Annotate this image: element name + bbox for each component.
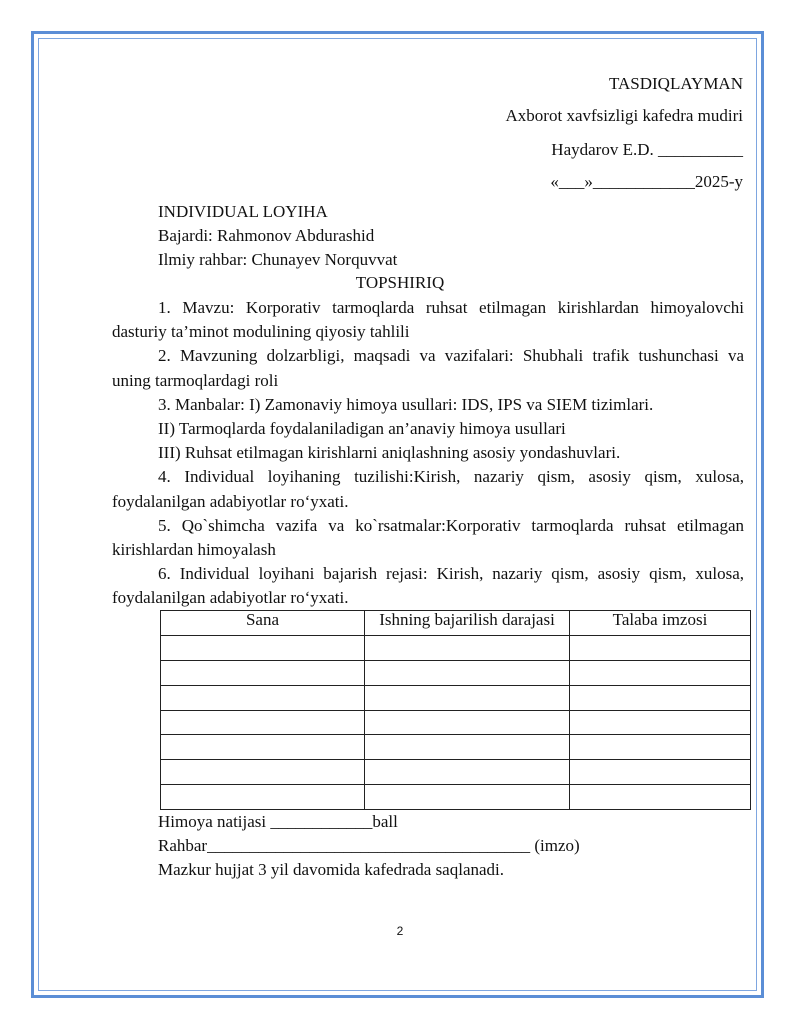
table-cell[interactable] — [570, 636, 751, 661]
task-title: TOPSHIRIQ — [355, 273, 445, 292]
table-cell[interactable] — [161, 636, 365, 661]
table-row — [161, 685, 751, 710]
table-cell[interactable] — [570, 710, 751, 735]
table-row — [161, 660, 751, 685]
item-3-line-2: II) Tarmoqlarda foydalaniladigan an’anaviy himoya usullari — [158, 419, 566, 438]
table-row — [161, 710, 751, 735]
table-cell[interactable] — [365, 660, 570, 685]
defense-result: Himoya natijasi ____________ball — [158, 812, 398, 831]
column-header-date: Sana — [161, 611, 365, 636]
item-4-line-2: foydalanilgan adabiyotlar ro‘yxati. — [112, 492, 349, 511]
table-cell[interactable] — [161, 785, 365, 810]
table-row — [161, 760, 751, 785]
approval-title: TASDIQLAYMAN — [608, 74, 743, 93]
item-1-line-1: 1. Mavzu: Korporativ tarmoqlarda ruhsat etilmagan kirishlardan himoyalovchi — [158, 298, 744, 317]
table-cell[interactable] — [161, 735, 365, 760]
item-3-line-1: 3. Manbalar: I) Zamonaviy himoya usullari: IDS, IPS va SIEM tizimlari. — [158, 395, 654, 414]
column-header-signature: Talaba imzosi — [570, 611, 751, 636]
item-2-line-1: 2. Mavzuning dolzarbligi, maqsadi va vazifalari: Shubhali trafik tushunchasi va — [158, 346, 744, 365]
supervisor-line: Ilmiy rahbar: Chunayev Norquvvat — [158, 250, 398, 269]
table-cell[interactable] — [161, 710, 365, 735]
approval-date: «___»____________2025-y — [550, 172, 743, 191]
project-title: INDIVIDUAL LOYIHA — [158, 202, 328, 221]
table-cell[interactable] — [570, 685, 751, 710]
item-6-line-2: foydalanilgan adabiyotlar ro‘yxati. — [112, 588, 349, 607]
table-cell[interactable] — [365, 636, 570, 661]
table-cell[interactable] — [365, 760, 570, 785]
table-cell[interactable] — [365, 735, 570, 760]
supervisor-signature: Rahbar______________________________________ (imzo) — [158, 836, 580, 855]
table-header-row — [161, 611, 751, 636]
approval-name: Haydarov E.D. __________ — [551, 140, 743, 159]
item-1-line-2: dasturiy ta’minot modulining qiyosiy tahlili — [112, 322, 410, 341]
item-3-line-3: III) Ruhsat etilmagan kirishlarni aniqlashning asosiy yondashuvlari. — [158, 443, 621, 462]
table-row — [161, 785, 751, 810]
item-6-line-1: 6. Individual loyihani bajarish rejasi: Kirish, nazariy qism, asosiy qism, xulosa, — [158, 564, 744, 583]
item-5-line-2: kirishlardan himoyalash — [112, 540, 276, 559]
item-5-line-1: 5. Qo`shimcha vazifa va ko`rsatmalar:Korporativ tarmoqlarda ruhsat etilmagan — [158, 516, 744, 535]
table-cell[interactable] — [570, 660, 751, 685]
item-4-line-1: 4. Individual loyihaning tuzilishi:Kirish, nazariy qism, asosiy qism, xulosa, — [158, 467, 744, 486]
table-cell[interactable] — [570, 760, 751, 785]
table-cell[interactable] — [161, 760, 365, 785]
page-number: 2 — [396, 924, 404, 938]
author-line: Bajardi: Rahmonov Abdurashid — [158, 226, 375, 245]
approval-position: Axborot xavfsizligi kafedra mudiri — [505, 106, 743, 125]
table-cell[interactable] — [161, 685, 365, 710]
table-cell[interactable] — [161, 660, 365, 685]
table-cell[interactable] — [365, 685, 570, 710]
table-cell[interactable] — [570, 785, 751, 810]
schedule-table — [160, 610, 751, 810]
item-2-line-2: uning tarmoqlardagi roli — [112, 371, 279, 390]
column-header-progress: Ishning bajarilish darajasi — [365, 611, 570, 636]
storage-note: Mazkur hujjat 3 yil davomida kafedrada saqlanadi. — [158, 860, 505, 879]
table-row — [161, 636, 751, 661]
table-row — [161, 735, 751, 760]
table-cell[interactable] — [570, 735, 751, 760]
table-cell[interactable] — [365, 785, 570, 810]
table-cell[interactable] — [365, 710, 570, 735]
